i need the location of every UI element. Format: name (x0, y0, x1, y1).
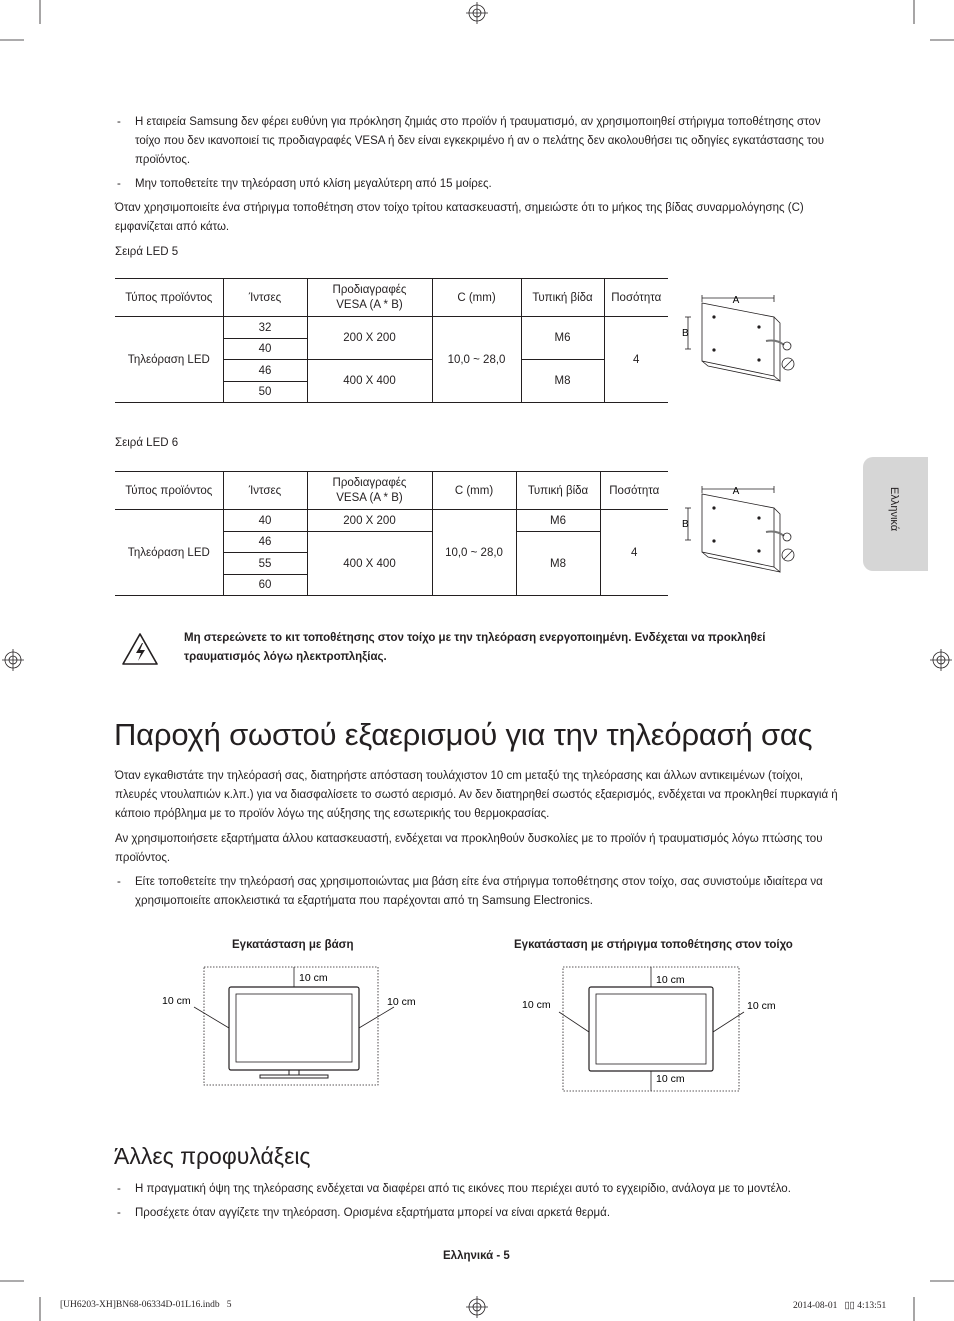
clearance-bottom-label: 10 cm (656, 1073, 685, 1085)
bullet-vesa-liability: Η εταιρεία Samsung δεν φέρει ευθύνη για πρόκληση ζημιάς στο προϊόν ή τραυματισμό, αν χρησιμοποιηθεί στήριγμα τοποθέτησης στον τοίχο που δεν ικανοποιεί τις προδιαγραφές VESA ή δεν είναι εγκεκριμένο ή αν ο πελάτης δεν ακολουθήσει τις οδηγίες εγκατάστασης του προϊόντος. (135, 116, 825, 166)
header-vesa: Προδιαγραφές VESA (A * B) (307, 472, 432, 510)
bullet-dash: - (117, 116, 121, 128)
header-quantity: Ποσότητα (604, 279, 668, 317)
header-c-mm: C (mm) (432, 472, 516, 510)
intro-paragraph: Όταν χρησιμοποιείτε ένα στήριγμα τοποθέτηση στον τοίχο τρίτου κατασκευαστή, σημειώστε ότι το μήκος της βίδας συναρμολόγησης (C) εμφανίζεται από κάτω. (115, 202, 804, 233)
page-number: Ελληνικά - 5 (443, 1250, 510, 1262)
cell-inches: 32 (223, 317, 307, 339)
vesa-table-led5 (115, 278, 668, 403)
header-screw: Τυπική βίδα (521, 279, 604, 317)
cell-inches: 60 (223, 575, 307, 596)
header-vesa: Προδιαγραφές VESA (A * B) (307, 279, 432, 317)
wall-mount-diagram (682, 484, 812, 579)
cell-inches: 46 (223, 532, 307, 553)
cell-inches: 40 (223, 510, 307, 532)
cell-vesa: 200 X 200 (307, 510, 432, 532)
cell-screw: M6 (521, 317, 604, 360)
precaution-bullet-hot-parts: Προσέχετε όταν αγγίζετε την τηλεόραση. Ορισμένα εξαρτήματα μπορεί να είναι αρκετά θερμά. (135, 1207, 611, 1219)
clearance-right-label: 10 cm (387, 996, 416, 1008)
dimension-b-label: B (682, 328, 689, 339)
cell-screw: M8 (516, 532, 600, 596)
wall-clearance-diagram (518, 962, 788, 1092)
clearance-left-label: 10 cm (522, 999, 551, 1011)
ventilation-paragraph-2: Αν χρησιμοποιήσετε εξαρτήματα άλλου κατασκευαστή, ενδέχεται να προκληθούν δυσκολίες με το προϊόν ή τραυματισμός λόγω πτώσης του προϊόντος. (115, 833, 823, 864)
cell-inches: 50 (223, 382, 307, 403)
cell-inches: 46 (223, 360, 307, 382)
language-side-tab (863, 457, 928, 571)
dimension-b-label: B (682, 519, 689, 530)
header-c-mm: C (mm) (432, 279, 521, 317)
install-stand-caption: Εγκατάσταση με βάση (232, 939, 354, 951)
clearance-top-label: 10 cm (656, 974, 685, 986)
section-title-ventilation: Παροχή σωστού εξαερισμού για την τηλεόρασή σας (114, 717, 813, 752)
ventilation-bullet: Είτε τοποθετείτε την τηλεόρασή σας χρησιμοποιώντας μια βάση είτε ένα στήριγμα τοποθέτησης στον τοίχο, σας συνιστούμε ιδιαίτερα να χρησιμοποιείτε αποκλειστικά τα εξαρτήματα που παρέχονται από τη Samsung Electronics. (135, 876, 823, 907)
side-tab-label: Ελληνικά (888, 487, 900, 532)
header-product-type: Τύπος προϊόντος (115, 472, 223, 510)
cell-quantity: 4 (604, 317, 668, 403)
header-product-type: Τύπος προϊόντος (115, 279, 223, 317)
bullet-dash: - (117, 876, 121, 888)
bullet-dash: - (117, 1183, 121, 1195)
dimension-a-label: A (732, 486, 740, 497)
header-inches: Ίντσες (223, 279, 307, 317)
cell-vesa: 200 X 200 (307, 317, 432, 360)
clearance-top-label: 10 cm (299, 972, 328, 984)
footer-file-info: [UH6203-XH]BN68-06334D-01L16.indb 5 (60, 1300, 232, 1310)
clearance-right-label: 10 cm (747, 1000, 776, 1012)
header-quantity: Ποσότητα (600, 472, 668, 510)
cell-vesa: 400 X 400 (307, 360, 432, 403)
cell-inches: 40 (223, 339, 307, 360)
electric-shock-warning-icon (121, 632, 159, 666)
cell-quantity: 4 (600, 510, 668, 596)
bullet-dash: - (117, 178, 121, 190)
wall-mount-diagram (682, 293, 812, 388)
stand-clearance-diagram (158, 962, 428, 1092)
install-wall-caption: Εγκατάσταση με στήριγμα τοποθέτησης στον τοίχο (514, 939, 793, 951)
bullet-tilt: Μην τοποθετείτε την τηλεόραση υπό κλίση μεγαλύτερη από 15 μοίρες. (135, 178, 492, 190)
cell-product: Τηλεόραση LED (115, 317, 223, 403)
cell-product: Τηλεόραση LED (115, 510, 223, 596)
series-title-led5: Σειρά LED 5 (115, 246, 179, 258)
vesa-table-led6 (115, 471, 668, 596)
header-screw: Τυπική βίδα (516, 472, 600, 510)
dimension-a-label: A (732, 295, 740, 306)
clearance-left-label: 10 cm (162, 995, 191, 1007)
cell-screw: M8 (521, 360, 604, 403)
cell-c-mm: 10,0 ~ 28,0 (432, 510, 516, 596)
header-inches: Ίντσες (223, 472, 307, 510)
section-title-other-precautions: Άλλες προφυλάξεις (114, 1143, 311, 1169)
footer-timestamp: 2014-08-01 ▯▯ 4:13:51 (793, 1301, 887, 1311)
ventilation-paragraph-1: Όταν εγκαθιστάτε την τηλεόρασή σας, διατηρήστε απόσταση τουλάχιστον 10 cm μεταξύ της τηλεόρασης και άλλων αντικειμένων (τοίχοι, πλευρές ντουλαπιών κ.λπ.) για να διασφαλίσετε το σωστό αερισμό. Αν δεν διατηρηθεί σωστός εξαερισμός, ενδέχεται να προκληθεί πυρκαγιά ή κάποιο πρόβλημα με το προϊόν λόγω της αύξησης της εσωτερικής του θερμοκρασίας. (115, 770, 838, 820)
cell-c-mm: 10,0 ~ 28,0 (432, 317, 521, 403)
cell-screw: M6 (516, 510, 600, 532)
cell-vesa: 400 X 400 (307, 532, 432, 596)
bullet-dash: - (117, 1207, 121, 1219)
precaution-bullet-appearance: Η πραγματική όψη της τηλεόρασης ενδέχεται να διαφέρει από τις εικόνες που περιέχει αυτό το εγχειρίδιο, ανάλογα με το μοντέλο. (135, 1183, 791, 1195)
cell-inches: 55 (223, 553, 307, 575)
warning-text: Μη στερεώνετε το κιτ τοποθέτησης στον τοίχο με την τηλεόραση ενεργοποιημένη. Ενδέχεται να προκληθεί τραυματισμός λόγω ηλεκτροπληξίας. (184, 632, 766, 663)
series-title-led6: Σειρά LED 6 (115, 437, 179, 449)
